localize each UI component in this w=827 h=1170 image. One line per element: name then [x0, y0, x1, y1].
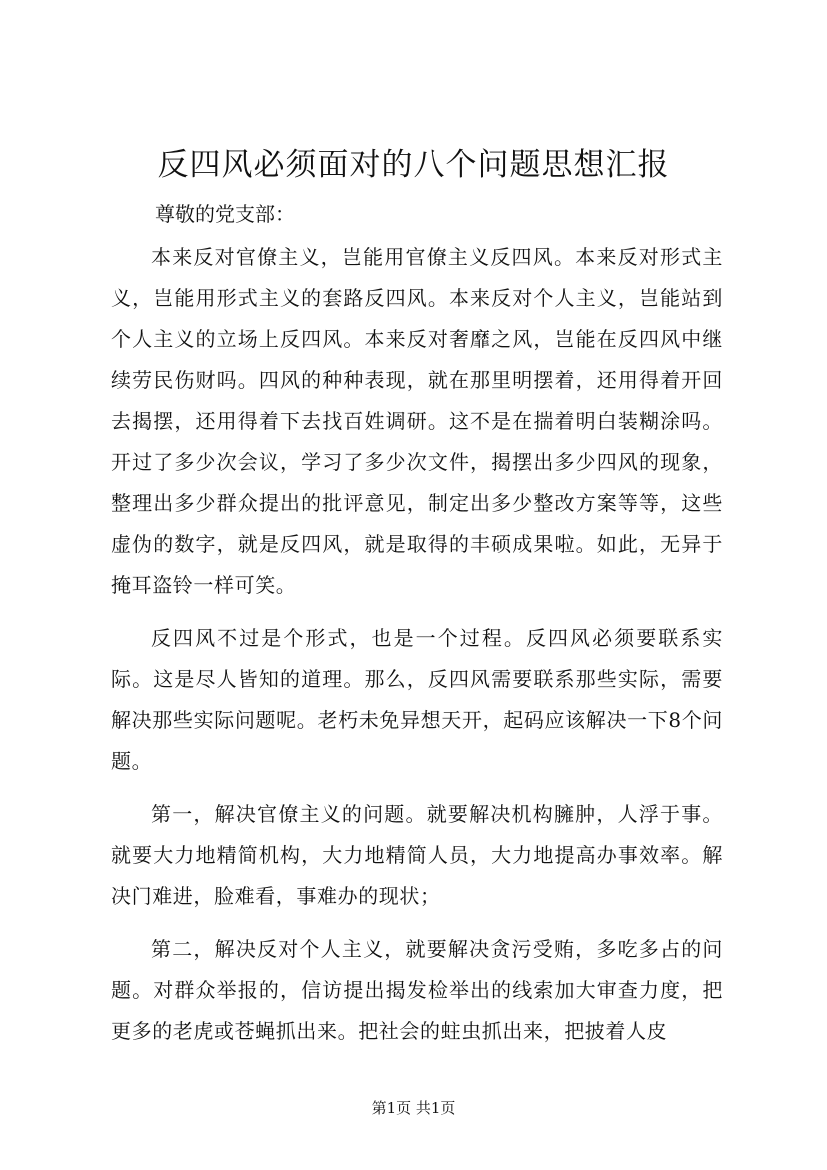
paragraph-4: 第二，解决反对个人主义，就要解决贪污受贿，多吃多占的问题。对群众举报的，信访提出揭发检举出的线索加大审查力度，把更多的老虎或苍蝇抓出来。把社会的蛀虫抓出来，把披着人皮 [111, 937, 723, 1043]
document-body [111, 237, 723, 1064]
paragraph-3: 第一，解决官僚主义的问题。就要解决机构臃肿，人浮于事。就要大力地精简机构，大力地精简人员，大力地提高办事效率。解决门难进，脸难看，事难办的现状； [111, 802, 723, 908]
paragraph-1: 本来反对官僚主义，岂能用官僚主义反四风。本来反对形式主义，岂能用形式主义的套路反四风。本来反对个人主义，岂能站到个人主义的立场上反四风。本来反对奢靡之风，岂能在反四风中继续劳民伤财吗。四风的种种表现，就在那里明摆着，还用得着开回去揭摆，还用得着下去找百姓调研。这不是在揣着明白装糊涂吗。开过了多少次会议，学习了多少次文件，揭摆出多少四风的现象，整理出多少群众提出的批评意见，制定出多少整改方案等等，这些虚伪的数字，就是反四风，就是取得的丰硕成果啦。如此，无异于掩耳盗铃一样可笑。 [111, 245, 723, 597]
document-title: 反四风必须面对的八个问题思想汇报 [157, 147, 670, 183]
salutation: 尊敬的党支部： [155, 202, 295, 226]
paragraph-2: 反四风不过是个形式，也是一个过程。反四风必须要联系实际。这是尽人皆知的道理。那么，反四风需要联系那些实际，需要解决那些实际问题呢。老朽未免异想天开，起码应该解决一下8个问题。 [111, 626, 723, 773]
page-footer: 第1页 共1页 [371, 1099, 456, 1117]
